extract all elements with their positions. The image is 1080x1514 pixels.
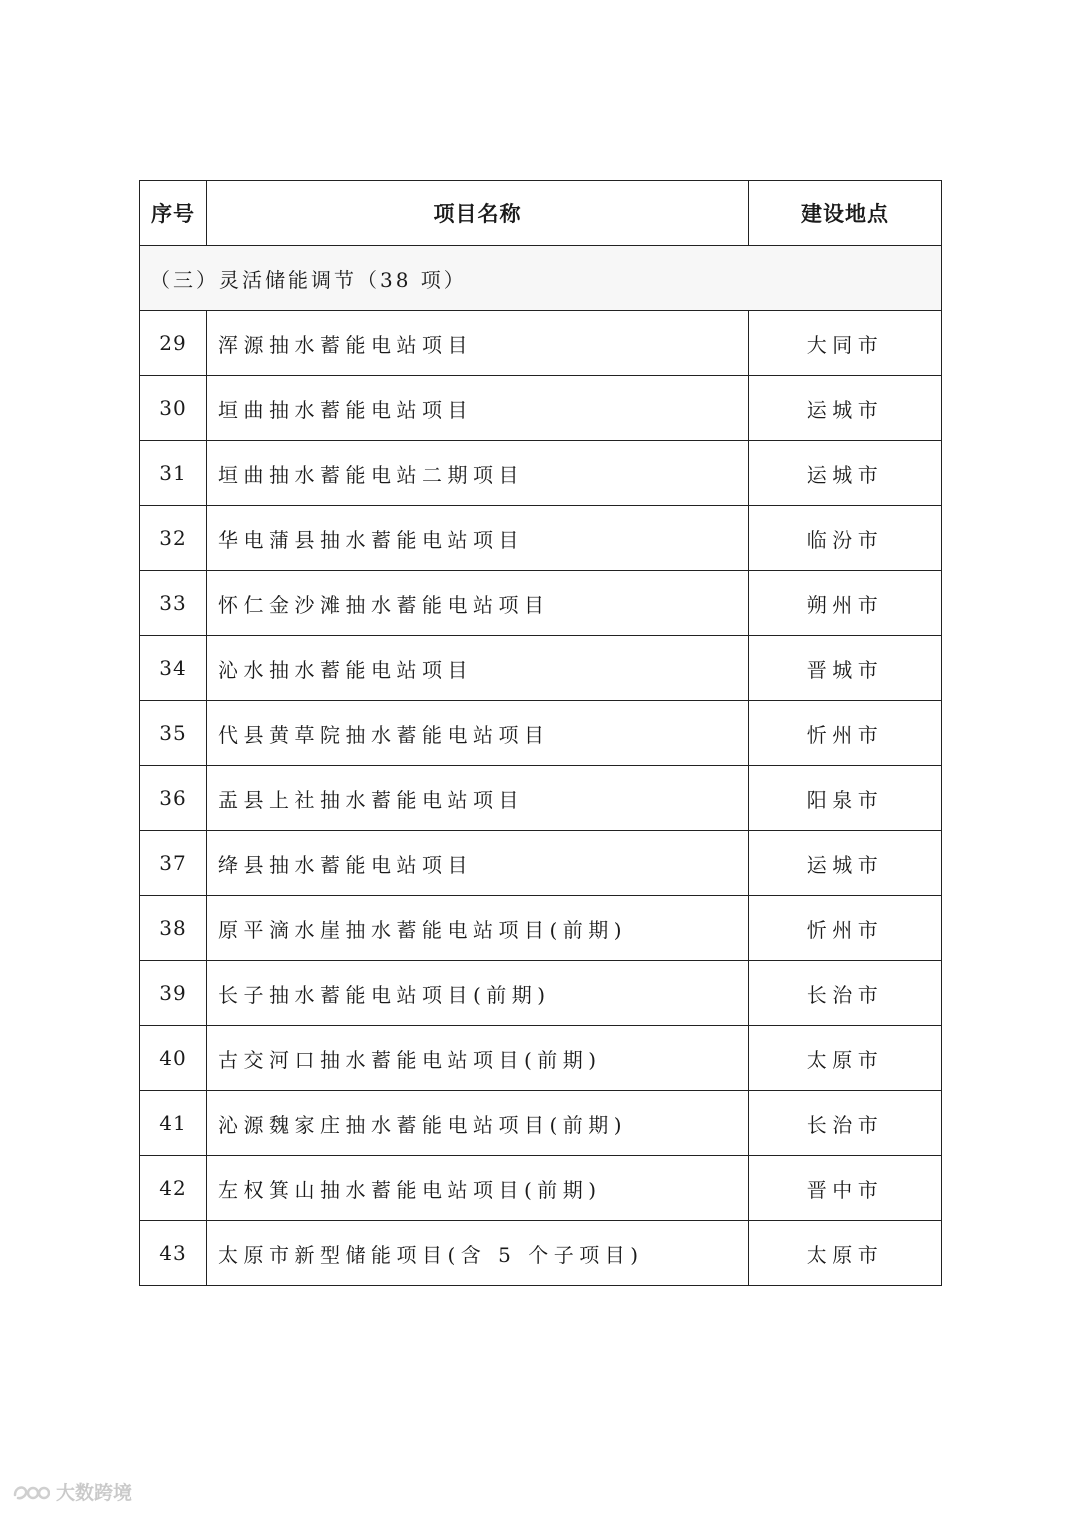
project-location: 运城市 — [749, 831, 942, 896]
table-row — [140, 1091, 942, 1156]
table-row — [140, 506, 942, 571]
row-number: 36 — [140, 766, 207, 831]
table-row — [140, 311, 942, 376]
row-number: 42 — [140, 1156, 207, 1221]
table-row — [140, 896, 942, 961]
row-number: 41 — [140, 1091, 207, 1156]
table-row — [140, 701, 942, 766]
row-number: 43 — [140, 1221, 207, 1286]
header-no: 序号 — [140, 181, 207, 246]
header-location: 建设地点 — [749, 181, 942, 246]
table-row — [140, 636, 942, 701]
row-number: 37 — [140, 831, 207, 896]
project-name: 古交河口抽水蓄能电站项目(前期) — [207, 1026, 749, 1091]
watermark-text: 大数跨境 — [56, 1482, 133, 1504]
watermark — [12, 1478, 132, 1505]
table-row — [140, 766, 942, 831]
project-name: 浑源抽水蓄能电站项目 — [207, 311, 749, 376]
row-number: 32 — [140, 506, 207, 571]
project-name: 垣曲抽水蓄能电站项目 — [207, 376, 749, 441]
row-number: 34 — [140, 636, 207, 701]
project-location: 临汾市 — [749, 506, 942, 571]
project-location: 运城市 — [749, 441, 942, 506]
project-table — [139, 180, 942, 1286]
row-number: 30 — [140, 376, 207, 441]
project-name: 沁源魏家庄抽水蓄能电站项目(前期) — [207, 1091, 749, 1156]
project-name: 左权箕山抽水蓄能电站项目(前期) — [207, 1156, 749, 1221]
section-row — [140, 246, 942, 311]
project-name: 代县黄草院抽水蓄能电站项目 — [207, 701, 749, 766]
project-location: 长治市 — [749, 961, 942, 1026]
row-number: 35 — [140, 701, 207, 766]
header-name: 项目名称 — [207, 181, 749, 246]
project-location: 晋中市 — [749, 1156, 942, 1221]
project-name: 怀仁金沙滩抽水蓄能电站项目 — [207, 571, 749, 636]
table-row — [140, 1221, 942, 1286]
table-row — [140, 376, 942, 441]
project-location: 太原市 — [749, 1026, 942, 1091]
watermark-logo-icon — [12, 1481, 50, 1503]
project-name: 长子抽水蓄能电站项目(前期) — [207, 961, 749, 1026]
row-number: 31 — [140, 441, 207, 506]
table-header-row — [140, 181, 942, 246]
table-row — [140, 1156, 942, 1221]
project-location: 阳泉市 — [749, 766, 942, 831]
table-body — [140, 246, 942, 1286]
project-name: 绛县抽水蓄能电站项目 — [207, 831, 749, 896]
project-location: 大同市 — [749, 311, 942, 376]
row-number: 40 — [140, 1026, 207, 1091]
table-row — [140, 1026, 942, 1091]
project-location: 太原市 — [749, 1221, 942, 1286]
table-row — [140, 961, 942, 1026]
project-name: 盂县上社抽水蓄能电站项目 — [207, 766, 749, 831]
project-name: 华电蒲县抽水蓄能电站项目 — [207, 506, 749, 571]
project-name: 垣曲抽水蓄能电站二期项目 — [207, 441, 749, 506]
project-location: 朔州市 — [749, 571, 942, 636]
project-location: 长治市 — [749, 1091, 942, 1156]
project-name: 太原市新型储能项目(含 5 个子项目) — [207, 1221, 749, 1286]
project-location: 忻州市 — [749, 896, 942, 961]
row-number: 29 — [140, 311, 207, 376]
project-location: 运城市 — [749, 376, 942, 441]
table-row — [140, 571, 942, 636]
table-row — [140, 831, 942, 896]
table-row — [140, 441, 942, 506]
project-location: 忻州市 — [749, 701, 942, 766]
row-number: 38 — [140, 896, 207, 961]
project-name: 原平滴水崖抽水蓄能电站项目(前期) — [207, 896, 749, 961]
project-location: 晋城市 — [749, 636, 942, 701]
row-number: 39 — [140, 961, 207, 1026]
project-name: 沁水抽水蓄能电站项目 — [207, 636, 749, 701]
section-title: （三）灵活储能调节（38 项） — [140, 246, 942, 311]
row-number: 33 — [140, 571, 207, 636]
